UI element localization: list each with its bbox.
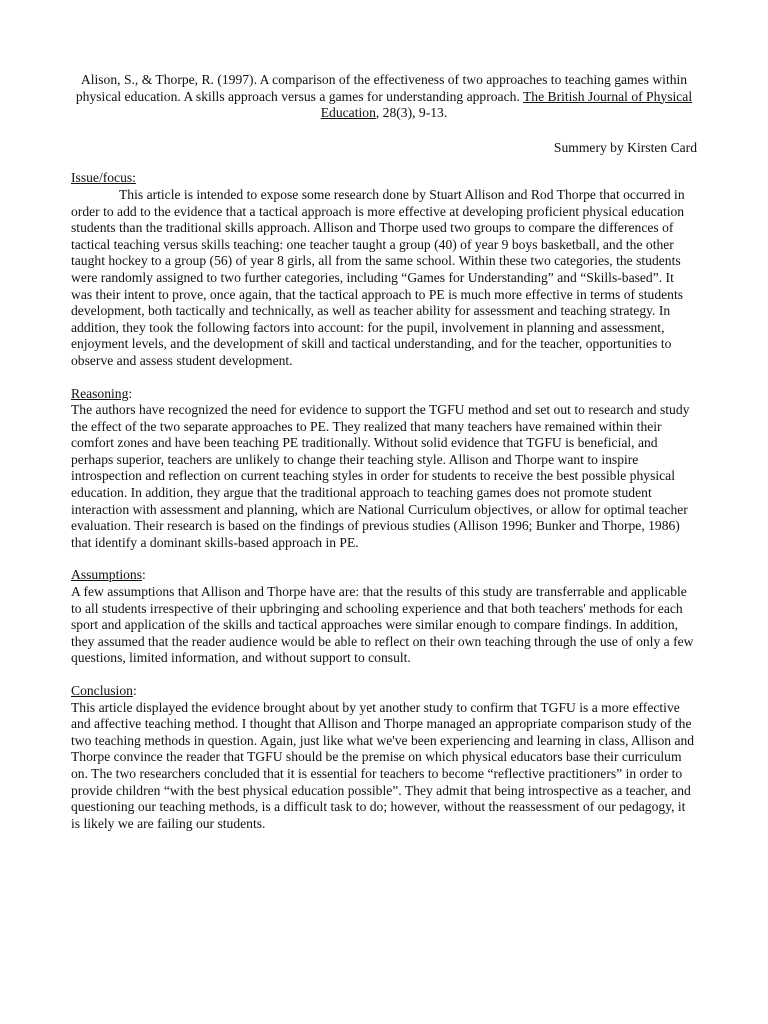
section-heading-text: Issue/focus: — [71, 170, 136, 186]
section-body: A few assumptions that Allison and Thorpe have are: that the results of this study are transferrable and applicable to all students irrespective of their upbringing and schooling experience and that both teachers' methods for each sport and application of the skills and tactical approaches were similar enough to compare findings. In addition, they assumed that the reader audience would be able to reflect on their own teaching through the use of only a few questions, limited information, and without support to consult. — [71, 584, 694, 666]
section-heading-suffix: : — [132, 683, 137, 698]
citation-volume-pages: , 28(3), 9-13. — [375, 105, 448, 121]
section-heading-text: Conclusion — [71, 683, 133, 698]
citation-title: A comparison of the effectiveness of two approaches to teaching games within physical education. A skills approach versus a games for understanding approach. — [75, 72, 688, 104]
section-heading — [71, 386, 697, 403]
section-assumptions — [71, 567, 697, 667]
section-heading-text: Assumptions — [71, 567, 143, 583]
section-heading-suffix: : — [142, 567, 146, 583]
section-body: The authors have recognized the need for evidence to support the TGFU method and set out to research and study the effect of the two separate approaches to PE. They realized that many teachers have remained within their comfort zones and have been teaching PE traditionally. Without solid evidence that TGFU is beneficial, and perhaps superior, teachers are unlikely to change their teaching style. Allison and Thorpe want to inspire introspection and reflection on current teaching styles in order for students to receive the best possible physical education. In addition, they argue that the traditional approach to teaching games does not promote student interaction with assessment and planning, which are National Curriculum objectives, or allow for optimal teacher evaluation. Their research is based on the findings of previous studies (Allison 1996; Bunker and Thorpe, 1986) that identify a dominant skills-based approach in PE. — [71, 402, 690, 550]
section-heading-text: Reasoning — [71, 385, 129, 401]
citation — [71, 72, 697, 122]
summary-author-line: Summery by Kirsten Card — [553, 139, 697, 155]
section-heading — [71, 683, 697, 700]
citation-authors: Alison, S., & Thorpe, R. (1997). — [80, 72, 257, 87]
citation-journal: The British Journal of Physical Education — [320, 88, 693, 121]
document-page — [71, 72, 697, 832]
section-reasoning — [71, 386, 697, 552]
section-body: This article displayed the evidence brought about by yet another study to confirm that TGFU is a more effective and affective teaching method. I thought that Allison and Thorpe managed an appropriate comparison study of the two teaching methods in question. Again, just like what we've been experiencing and learning in class, Allison and Thorpe convince the reader that TGFU should be the premise on which physical educators base their curriculum on. The two researchers concluded that it is essential for teachers to become “reflective practitioners” in order to provide children “with the best physical education possible”. They admit that being introspective as a teacher, and questioning our teaching methods, is a difficult task to do; however, without the reassessment of our pedagogy, it is likely we are failing our students. — [71, 699, 695, 831]
section-conclusion — [71, 683, 697, 832]
section-heading-suffix: : — [128, 385, 133, 401]
section-heading — [71, 170, 697, 187]
section-heading — [71, 567, 697, 584]
section-body: This article is intended to expose some research done by Stuart Allison and Rod Thorpe that occurred in order to add to the evidence that a tactical approach is more effective at developing proficient physical education students than the traditional skills approach. Allison and Thorpe used two groups to compare the differences of tactical teaching versus skills teaching: one teacher taught a group (40) of year 9 boys basketball, and the other taught hockey to a group (56) of year 8 girls, all from the same school. Within these two categories, the students were randomly assigned to two further categories, including “Games for Understanding” and “Skills-based”. It was their intent to prove, once again, that the tactical approach to PE is much more effective in terms of students development, both tactically and technically, as well as teacher ability for assessment and teaching strategy. In addition, they took the following factors into account: for the pupil, involvement in planning and assessment, enjoyment levels, and the development of skill and tactical understanding, and for the teacher, opportunities to observe and assess student development. — [71, 186, 685, 368]
section-issue-focus — [71, 170, 697, 369]
